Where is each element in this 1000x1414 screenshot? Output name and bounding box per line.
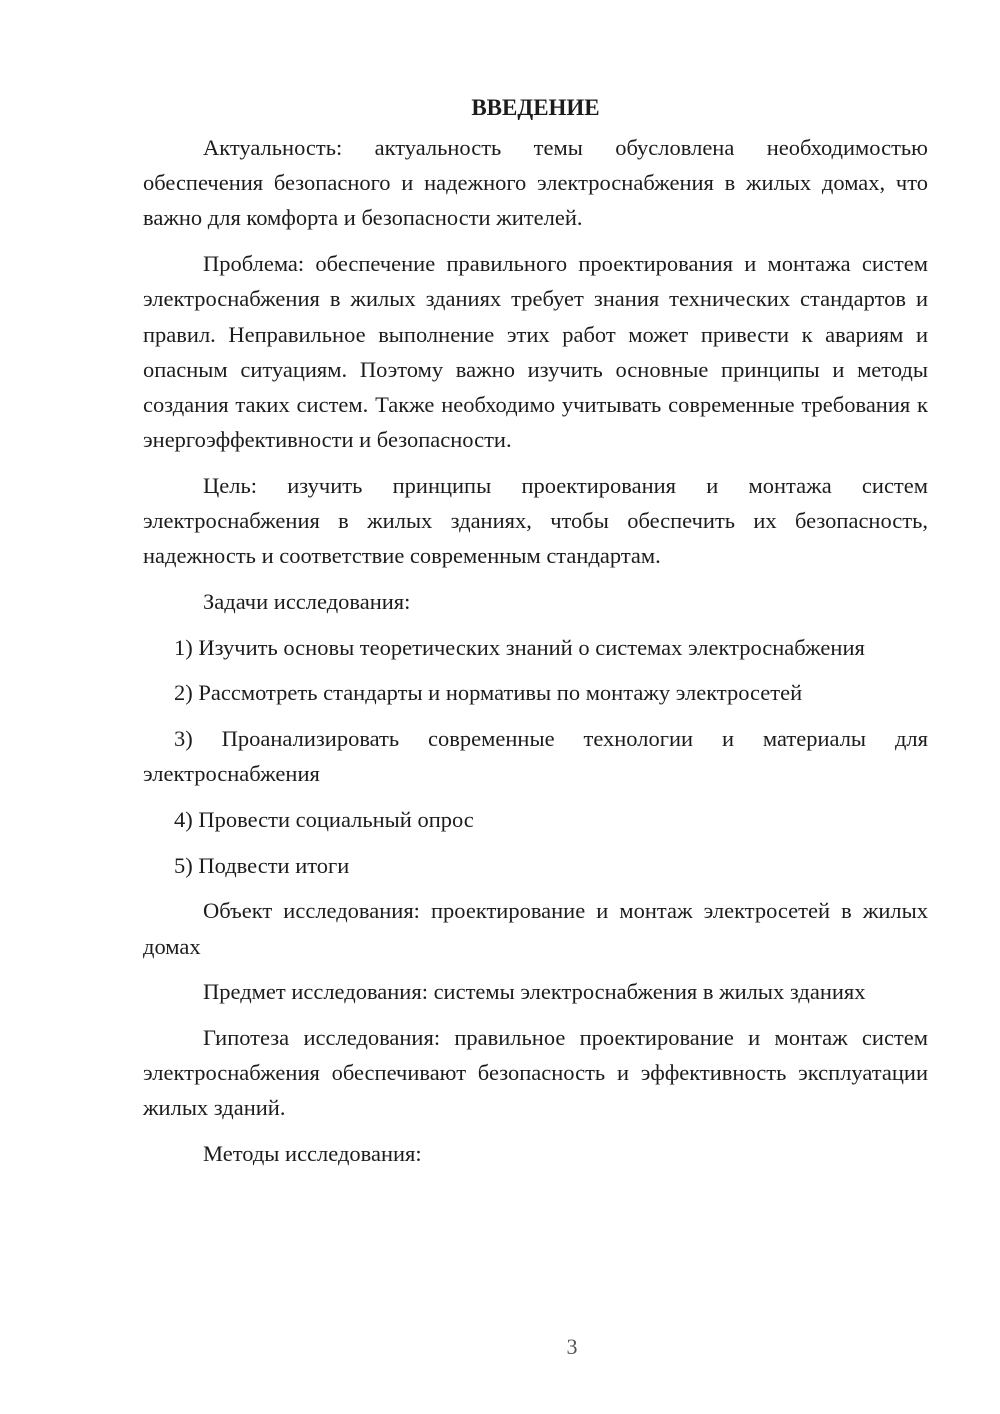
- paragraph-object: Объект исследования: проектирование и монтаж электросетей в жилых домах: [143, 898, 928, 959]
- task-item-5: 5) Подвести итоги: [174, 852, 350, 878]
- page-number: 3: [566, 1334, 578, 1359]
- paragraph-subject: Предмет исследования: системы электроснабжения в жилых зданиях: [203, 979, 866, 1005]
- paragraph-relevance: Актуальность: актуальность темы обусловлена необходимостью обеспечения безопасного и надежного электроснабжения в жилых домах, что важно для комфорта и безопасности жителей.: [143, 135, 928, 231]
- paragraph-hypothesis: Гипотеза исследования: правильное проектирование и монтаж систем электроснабжения обеспечивают безопасность и эффективность эксплуатации жилых зданий.: [143, 1024, 928, 1121]
- task-item-2: 2) Рассмотреть стандарты и нормативы по монтажу электросетей: [174, 680, 803, 706]
- paragraph-tasks-heading: Задачи исследования:: [203, 588, 411, 614]
- task-item-1: 1) Изучить основы теоретических знаний о системах электроснабжения: [174, 634, 865, 660]
- paragraph-methods: Методы исследования:: [203, 1141, 422, 1167]
- paragraph-problem: Проблема: обеспечение правильного проектирования и монтажа систем электроснабжения в жилых зданиях требует знания технических стандартов и правил. Неправильное выполнение этих работ может привести к авариям и опасным ситуациям. Поэтому важно изучить основные принципы и методы создания таких систем. Также необходимо учитывать современные требования к энергоэффективности и безопасности.: [143, 251, 928, 453]
- paragraph-goal: Цель: изучить принципы проектирования и монтажа систем электроснабжения в жилых зданиях, чтобы обеспечить их безопасность, надежность и соответствие современным стандартам.: [143, 472, 928, 569]
- task-item-3: 3) Проанализировать современные технологии и материалы для электроснабжения: [143, 726, 928, 787]
- document-page: [143, 90, 928, 1182]
- section-title: ВВЕДЕНИЕ: [471, 95, 600, 120]
- task-item-4: 4) Провести социальный опрос: [174, 806, 474, 832]
